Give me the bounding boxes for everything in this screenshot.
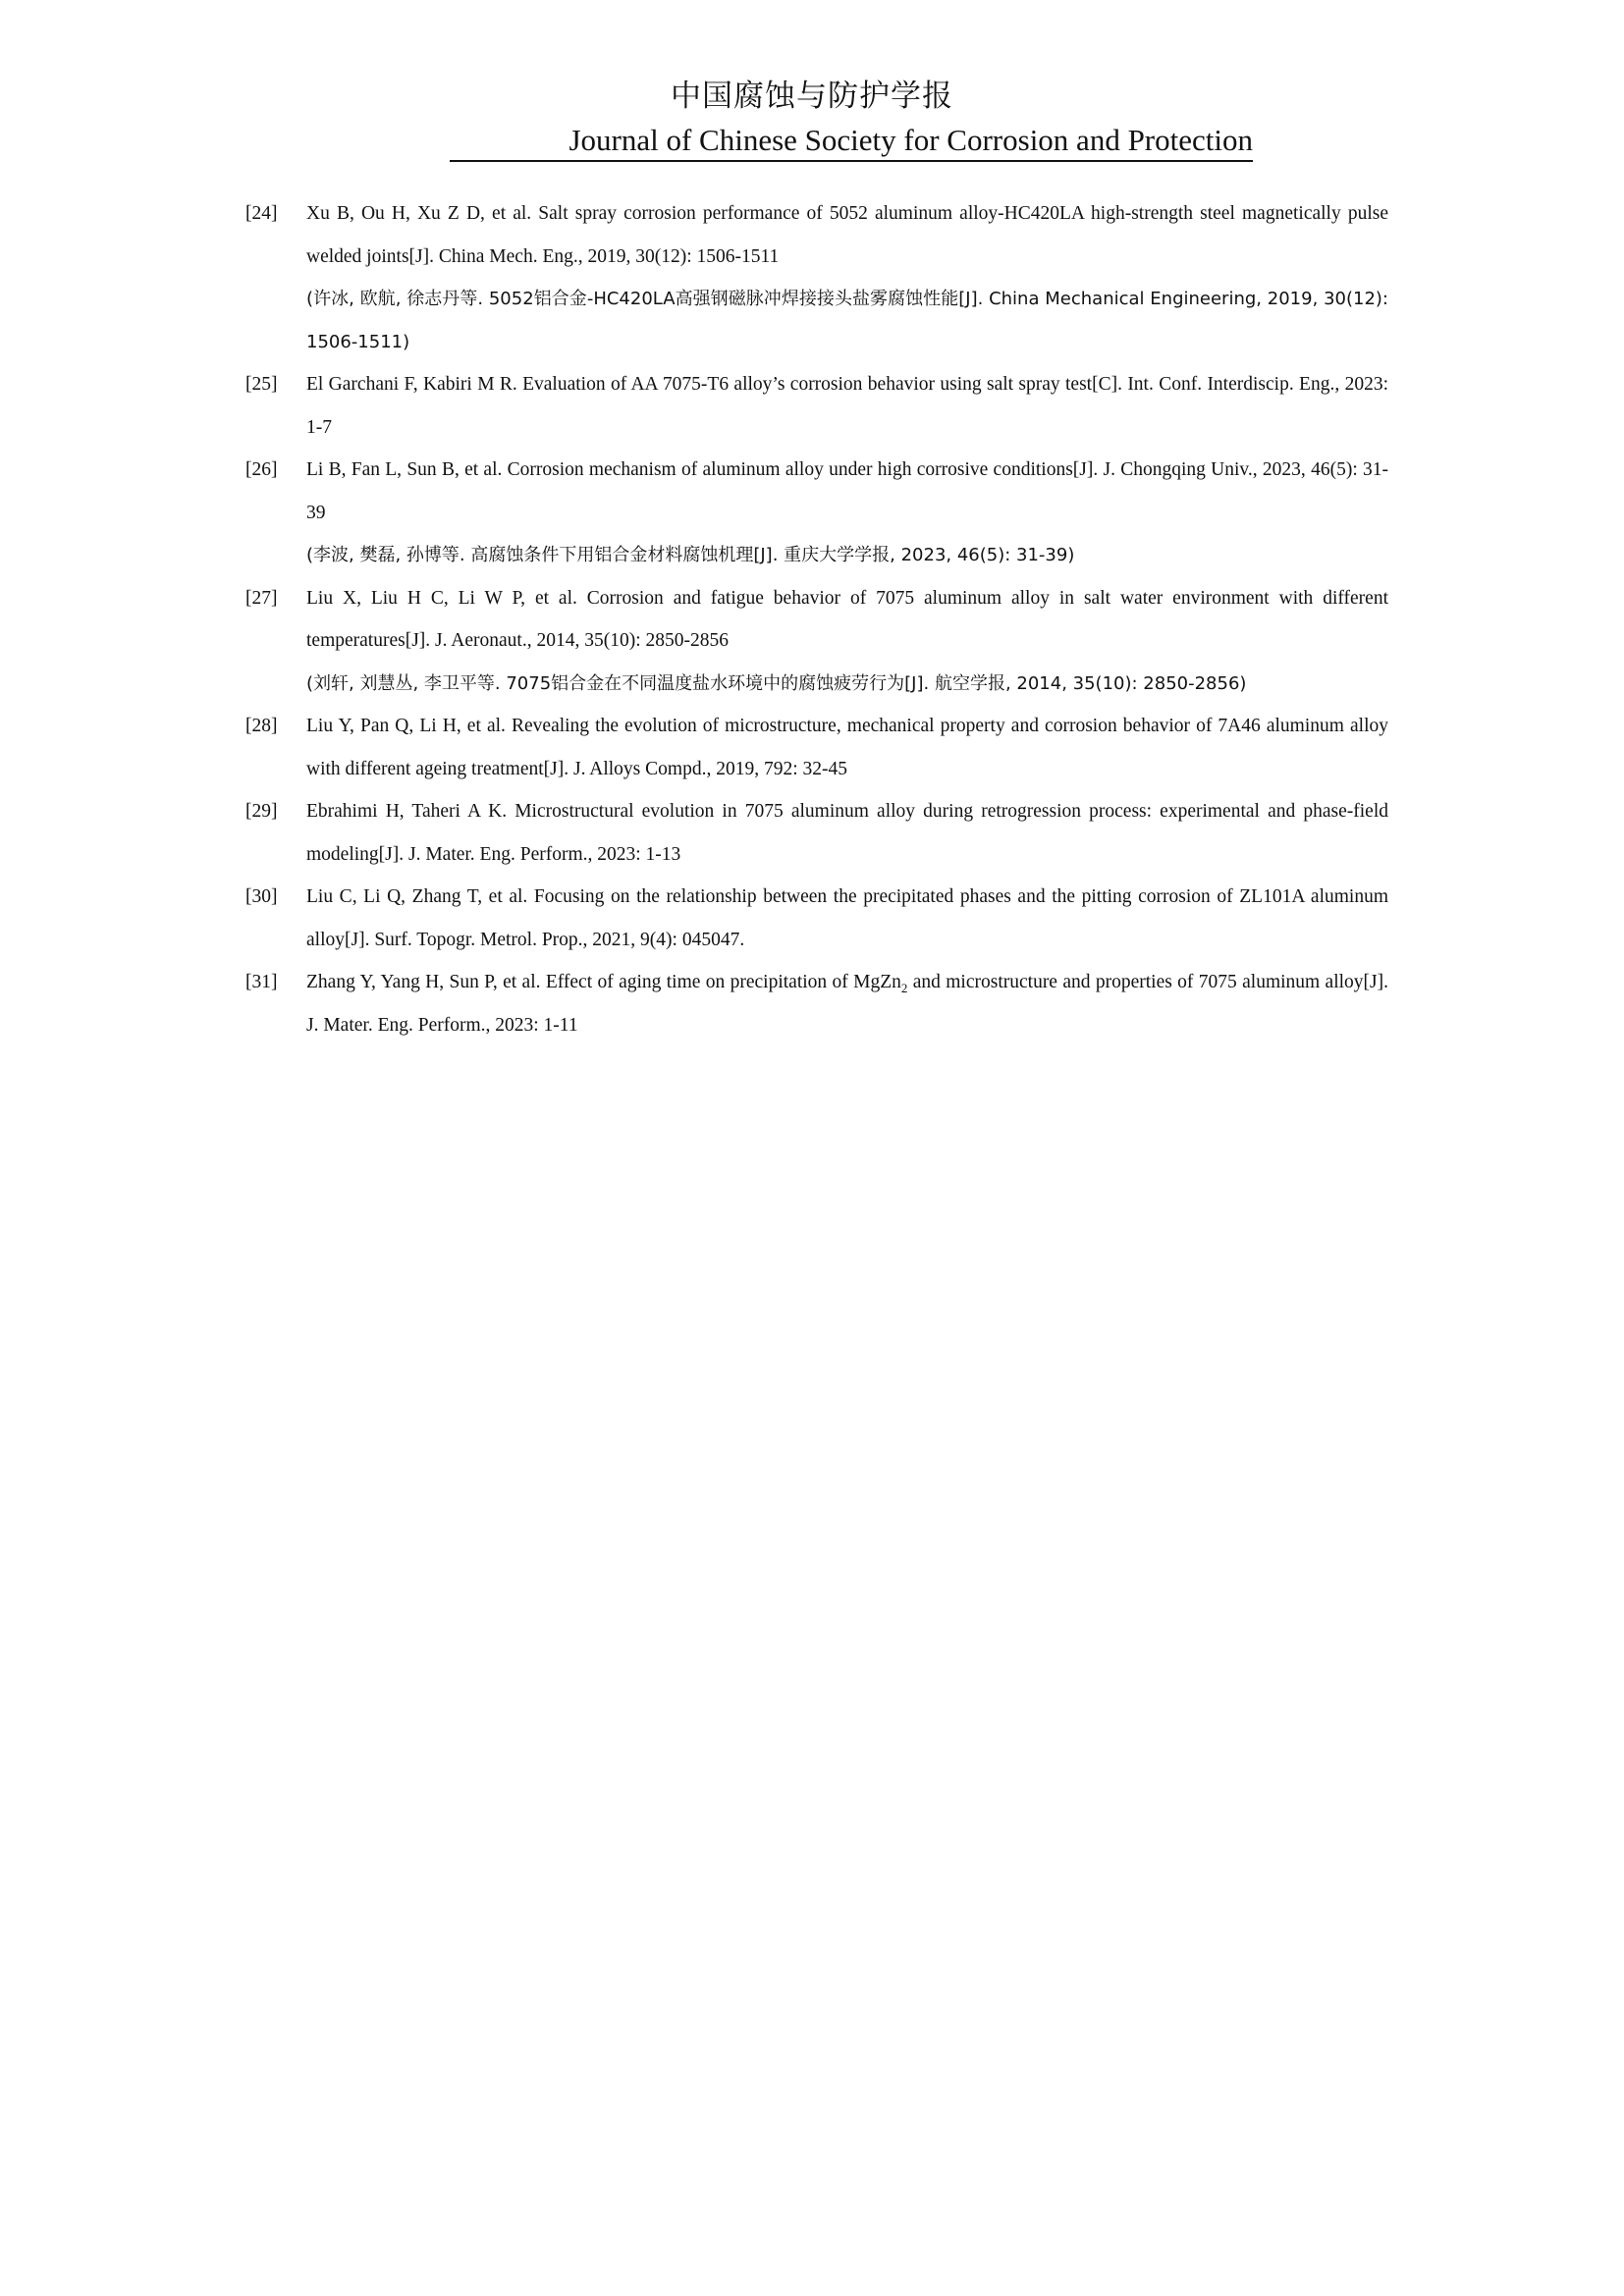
reference-english: Li B, Fan L, Sun B, et al. Corrosion mechanism of aluminum alloy under high corrosive conditions[J]. J. Chongqing Univ., 2023, 46(5): 31-39 <box>306 459 1388 523</box>
journal-title-english-text: Journal of Chinese Society for Corrosion and Protection <box>568 123 1253 157</box>
reference-number: [28] <box>245 716 278 736</box>
reference-number: [31] <box>245 972 278 992</box>
reference-number: [30] <box>245 886 278 907</box>
journal-title-chinese: 中国腐蚀与防护学报 <box>671 79 953 114</box>
reference-body <box>306 449 1388 577</box>
reference-31 <box>245 961 1388 1046</box>
reference-number: [26] <box>245 459 278 480</box>
reference-body <box>306 705 1388 790</box>
reference-english-part: and microstructure and properties of 7075 aluminum alloy[J]. J. Mater. Eng. Perform., 2023: 1-11 <box>306 972 1388 1036</box>
reference-28 <box>245 705 1388 790</box>
reference-english: Ebrahimi H, Taheri A K. Microstructural evolution in 7075 aluminum alloy during retrogression process: experimental and phase-field modeling[J]. J. Mater. Eng. Perform., 2023: 1-13 <box>306 801 1388 865</box>
reference-number: [29] <box>245 801 278 822</box>
reference-number: [27] <box>245 587 278 609</box>
reference-number: [24] <box>245 203 278 224</box>
reference-english <box>306 961 1388 1046</box>
journal-title-english <box>450 122 1253 162</box>
reference-english: Liu Y, Pan Q, Li H, et al. Revealing the evolution of microstructure, mechanical property and corrosion behavior of 7A46 aluminum alloy with different ageing treatment[J]. J. Alloys Compd., 2019, 792: 32-45 <box>306 716 1388 779</box>
reference-chinese: (许冰, 欧航, 徐志丹等. 5052铝合金-HC420LA高强钢磁脉冲焊接接头盐雾腐蚀性能[J]. China Mechanical Engineering, 2019, 30(12): 1506-1511) <box>306 289 1388 352</box>
reference-english-part: Zhang Y, Yang H, Sun P, et al. Effect of aging time on precipitation of MgZn <box>306 972 901 992</box>
reference-25 <box>245 363 1388 449</box>
reference-number: [25] <box>245 374 278 395</box>
reference-26 <box>245 449 1388 577</box>
reference-english: Liu C, Li Q, Zhang T, et al. Focusing on the relationship between the precipitated phases and the pitting corrosion of ZL101A aluminum alloy[J]. Surf. Topogr. Metrol. Prop., 2021, 9(4): 045047. <box>306 886 1388 950</box>
reference-29 <box>245 790 1388 876</box>
reference-30 <box>245 876 1388 961</box>
reference-24 <box>245 192 1388 363</box>
reference-english: Liu X, Liu H C, Li W P, et al. Corrosion and fatigue behavior of 7075 aluminum alloy in salt water environment with different temperatures[J]. J. Aeronaut., 2014, 35(10): 2850-2856 <box>306 587 1388 651</box>
reference-27 <box>245 577 1388 706</box>
reference-body <box>306 961 1388 1046</box>
reference-english: El Garchani F, Kabiri M R. Evaluation of AA 7075-T6 alloy’s corrosion behavior using salt spray test[C]. Int. Conf. Interdiscip. Eng., 2023: 1-7 <box>306 374 1388 438</box>
reference-body <box>306 363 1388 449</box>
reference-body <box>306 192 1388 363</box>
page-header <box>0 77 1624 157</box>
reference-list <box>245 192 1388 1046</box>
reference-english: Xu B, Ou H, Xu Z D, et al. Salt spray corrosion performance of 5052 aluminum alloy-HC420LA high-strength steel magnetically pulse welded joints[J]. China Mech. Eng., 2019, 30(12): 1506-1511 <box>306 203 1388 267</box>
reference-body <box>306 577 1388 706</box>
reference-chinese: (李波, 樊磊, 孙博等. 高腐蚀条件下用铝合金材料腐蚀机理[J]. 重庆大学学报, 2023, 46(5): 31-39) <box>306 545 1075 565</box>
reference-chinese: (刘轩, 刘慧丛, 李卫平等. 7075铝合金在不同温度盐水环境中的腐蚀疲劳行为[J]. 航空学报, 2014, 35(10): 2850-2856) <box>306 672 1247 694</box>
reference-body <box>306 876 1388 961</box>
reference-body <box>306 790 1388 876</box>
chemical-subscript: 2 <box>900 980 908 995</box>
